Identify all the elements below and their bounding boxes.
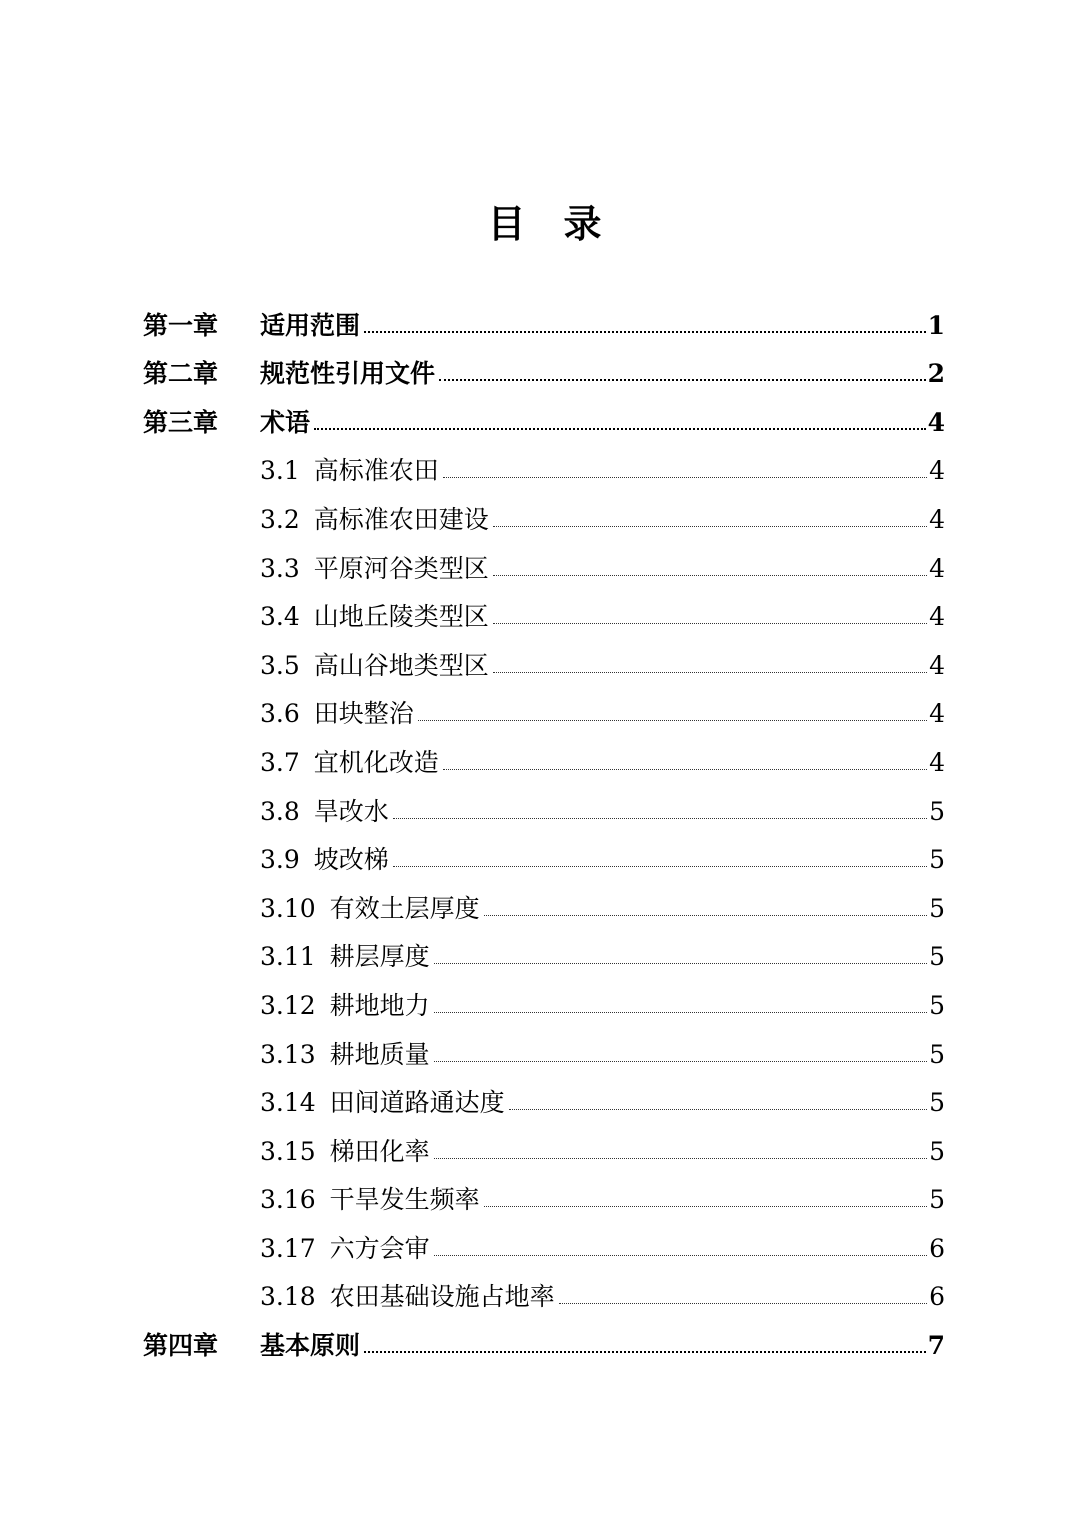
page-number: 5 — [929, 1185, 945, 1215]
page-number: 5 — [929, 893, 945, 923]
section-number: 3.9 — [260, 845, 300, 875]
toc-section-entry[interactable] — [143, 1126, 945, 1175]
dot-leader — [493, 671, 927, 673]
toc-section-entry[interactable] — [143, 494, 945, 543]
section-title: 耕层厚度 — [329, 942, 430, 972]
chapter-title: 适用范围 — [260, 310, 361, 340]
dot-leader — [484, 1205, 927, 1207]
toc-section-entry[interactable] — [143, 786, 945, 835]
page-number: 4 — [929, 504, 945, 534]
dot-leader — [314, 427, 926, 430]
section-title: 坡改梯 — [313, 845, 389, 875]
section-number: 3.17 — [260, 1233, 316, 1263]
section-title: 高标准农田建设 — [313, 504, 489, 534]
toc-section-entry[interactable] — [143, 1223, 945, 1272]
toc-list — [143, 300, 945, 1369]
section-title: 有效土层厚度 — [329, 893, 480, 923]
dot-leader — [393, 817, 927, 819]
section-number: 3.7 — [260, 747, 300, 777]
dot-leader — [434, 1011, 927, 1013]
section-number: 3.10 — [260, 893, 316, 923]
toc-section-entry[interactable] — [143, 592, 945, 641]
section-title: 六方会审 — [329, 1233, 430, 1263]
dot-leader — [393, 865, 927, 867]
page-number: 4 — [929, 699, 945, 729]
toc-section-entry[interactable] — [143, 980, 945, 1029]
toc-chapter-entry[interactable] — [143, 397, 945, 446]
section-title: 农田基础设施占地率 — [329, 1282, 555, 1312]
section-number: 3.18 — [260, 1282, 316, 1312]
page-number: 1 — [927, 310, 945, 340]
section-title: 耕地质量 — [329, 1039, 430, 1069]
section-number: 3.15 — [260, 1136, 316, 1166]
toc-section-entry[interactable] — [143, 446, 945, 495]
section-number: 3.3 — [260, 553, 300, 583]
section-title: 田间道路通达度 — [329, 1088, 505, 1118]
toc-section-entry[interactable] — [143, 932, 945, 981]
page-number: 5 — [929, 1039, 945, 1069]
chapter-label: 第一章 — [143, 310, 219, 340]
page-number: 5 — [929, 942, 945, 972]
toc-title-char-2: 录 — [563, 201, 602, 246]
dot-leader — [434, 1254, 927, 1256]
section-number: 3.6 — [260, 699, 300, 729]
toc-section-entry[interactable] — [143, 737, 945, 786]
page-number: 4 — [927, 407, 945, 437]
page-number: 2 — [927, 359, 945, 389]
toc-section-entry[interactable] — [143, 1272, 945, 1321]
section-number: 3.5 — [260, 650, 300, 680]
chapter-label: 第三章 — [143, 407, 219, 437]
toc-section-entry[interactable] — [143, 1175, 945, 1224]
toc-section-entry[interactable] — [143, 883, 945, 932]
dot-leader — [364, 1350, 926, 1353]
dot-leader — [443, 768, 927, 770]
dot-leader — [493, 574, 927, 576]
dot-leader — [364, 330, 926, 333]
page-number: 4 — [929, 747, 945, 777]
toc-chapter-entry[interactable] — [143, 300, 945, 349]
toc-chapter-entry[interactable] — [143, 1320, 945, 1369]
section-title: 耕地地力 — [329, 990, 430, 1020]
page-number: 4 — [929, 553, 945, 583]
section-title: 山地丘陵类型区 — [313, 602, 489, 632]
dot-leader — [509, 1108, 927, 1110]
page-number: 6 — [929, 1282, 945, 1312]
toc-section-entry[interactable] — [143, 689, 945, 738]
toc-section-entry[interactable] — [143, 543, 945, 592]
toc-section-entry[interactable] — [143, 835, 945, 884]
chapter-label: 第二章 — [143, 359, 219, 389]
section-title: 梯田化率 — [329, 1136, 430, 1166]
dot-leader — [559, 1302, 927, 1304]
dot-leader — [434, 962, 927, 964]
toc-title — [0, 196, 1075, 252]
section-title: 平原河谷类型区 — [313, 553, 489, 583]
section-number: 3.8 — [260, 796, 300, 826]
page-number: 5 — [929, 1088, 945, 1118]
dot-leader — [493, 622, 927, 624]
page-number: 5 — [929, 796, 945, 826]
page-number: 4 — [929, 650, 945, 680]
toc-section-entry[interactable] — [143, 640, 945, 689]
page-number: 5 — [929, 845, 945, 875]
toc-section-entry[interactable] — [143, 1078, 945, 1127]
section-number: 3.4 — [260, 602, 300, 632]
page-number: 6 — [929, 1233, 945, 1263]
section-number: 3.16 — [260, 1185, 316, 1215]
chapter-title: 基本原则 — [260, 1331, 361, 1361]
section-number: 3.2 — [260, 504, 300, 534]
section-title: 高山谷地类型区 — [313, 650, 489, 680]
section-title: 高标准农田 — [313, 456, 439, 486]
toc-title-char-1: 目 — [487, 201, 526, 246]
page-number: 4 — [929, 602, 945, 632]
section-title: 干旱发生频率 — [329, 1185, 480, 1215]
section-number: 3.1 — [260, 456, 300, 486]
page-number: 5 — [929, 1136, 945, 1166]
page-number: 5 — [929, 990, 945, 1020]
dot-leader — [418, 719, 927, 721]
toc-section-entry[interactable] — [143, 1029, 945, 1078]
chapter-title: 术语 — [260, 407, 311, 437]
section-number: 3.12 — [260, 990, 316, 1020]
section-number: 3.13 — [260, 1039, 316, 1069]
section-title: 宜机化改造 — [313, 747, 439, 777]
section-number: 3.14 — [260, 1088, 316, 1118]
dot-leader — [484, 914, 927, 916]
chapter-title: 规范性引用文件 — [260, 359, 436, 389]
chapter-label: 第四章 — [143, 1331, 219, 1361]
section-title: 田块整治 — [313, 699, 414, 729]
dot-leader — [493, 525, 927, 527]
page-number: 7 — [927, 1331, 945, 1361]
section-title: 旱改水 — [313, 796, 389, 826]
dot-leader — [434, 1157, 927, 1159]
toc-chapter-entry[interactable] — [143, 349, 945, 398]
dot-leader — [443, 476, 927, 478]
dot-leader — [434, 1060, 927, 1062]
section-number: 3.11 — [260, 942, 316, 972]
page-number: 4 — [929, 456, 945, 486]
dot-leader — [439, 378, 926, 381]
